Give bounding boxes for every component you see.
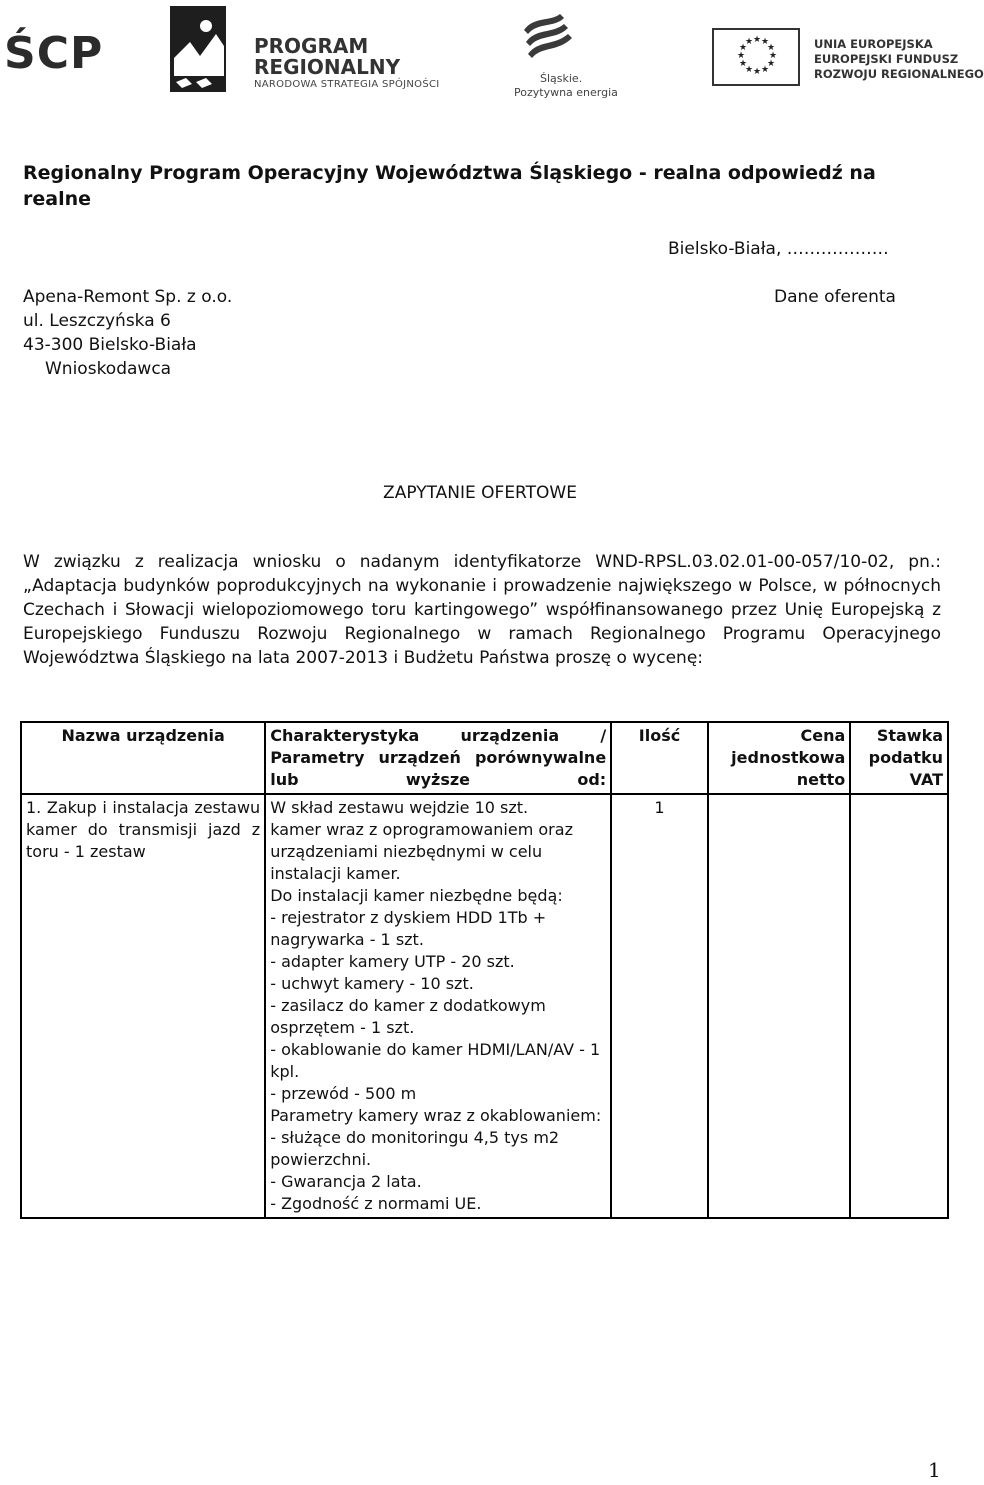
item-quantity-cell: 1 (611, 794, 708, 1218)
characteristic-line: - uchwyt kamery - 10 szt. (270, 974, 474, 993)
applicant-role: Wnioskodawca (45, 359, 172, 379)
header-quantity: Ilość (611, 722, 708, 794)
applicant-city: 43-300 Bielsko-Biała (23, 335, 197, 355)
characteristic-line: powierzchni. (270, 1150, 372, 1169)
eu-line-3: ROZWOJU REGIONALNEGO (814, 67, 984, 81)
characteristic-line: Do instalacji kamer niezbędne będą: (270, 886, 563, 905)
svg-text:★: ★ (753, 35, 762, 45)
characteristic-line: - służące do monitoringu 4,5 tys m2 (270, 1128, 560, 1147)
characteristic-line: - przewód - 500 m (270, 1084, 417, 1103)
characteristic-line: - zasilacz do kamer z dodatkowym osprzętem - 1 szt. (270, 996, 546, 1037)
table-header-row (21, 722, 948, 794)
svg-text:★: ★ (761, 65, 770, 75)
svg-text:★: ★ (739, 43, 748, 53)
characteristic-line: - adapter kamery UTP - 20 szt. (270, 952, 515, 971)
program-regionalny-emblem-icon (170, 6, 234, 92)
item-characteristics-cell (265, 794, 611, 1218)
applicant-name: Apena-Remont Sp. z o.o. (23, 287, 233, 307)
eu-logo (712, 28, 984, 88)
header-unit-price: Cena jednostkowa netto (708, 722, 850, 794)
scp-logo (4, 28, 114, 88)
header-vat: Stawka podatku VAT (850, 722, 948, 794)
item-vat-cell (850, 794, 948, 1218)
offer-table (20, 721, 949, 1219)
regionalny-text: REGIONALNY (254, 55, 401, 79)
slogan-text: Pozytywna energia (514, 86, 618, 99)
svg-text:★: ★ (769, 51, 778, 61)
header-characteristics: Charakterystyka urządzenia / Parametry urządzeń porównywalne lub wyższe od: (265, 722, 611, 794)
intro-paragraph: W związku z realizacja wniosku o nadanym identyfikatorze WND-RPSL.03.02.01-00-057/10-02, pn.: „Adaptacja budynków poprodukcyjnych na wykonanie i prowadzenie największego w Polsce, w północnych Czechach i Słowacji wielopoziomowego toru kartingowego” współfinansowanego przez Unię Europejską z Europejskiego Funduszu Rozwoju Regionalnego w ramach Regionalnego Programu Operacyjnego Województwa Śląskiego na lata 2007-2013 i Budżetu Państwa proszę o wycenę: (23, 552, 941, 668)
characteristic-line: - Gwarancja 2 lata. (270, 1172, 422, 1191)
slaskie-text: Śląskie. (540, 72, 583, 85)
characteristic-line: kamer wraz z oprogramowaniem oraz urządzeniami niezbędnymi w celu instalacji kamer. (270, 820, 573, 883)
page-number: 1 (928, 1458, 941, 1482)
characteristic-line: W skład zestawu wejdzie 10 szt. (270, 798, 529, 817)
eu-flag-icon (712, 28, 800, 86)
characteristic-line: - rejestrator z dyskiem HDD 1Tb + nagrywarka - 1 szt. (270, 908, 547, 949)
characteristic-line: Parametry kamery wraz z okablowaniem: (270, 1106, 602, 1125)
item-name-cell: 1. Zakup i instalacja zestawu kamer do transmisji jazd z toru - 1 zestaw (21, 794, 265, 1218)
document-title: Regionalny Program Operacyjny Województwa Śląskiego - realna odpowiedź na realne (23, 162, 876, 210)
svg-text:★: ★ (745, 37, 754, 47)
characteristic-line: - okablowanie do kamer HDMI/LAN/AV - 1 kpl. (270, 1040, 601, 1081)
item-unit-price-cell (708, 794, 850, 1218)
svg-text:★: ★ (753, 67, 762, 77)
table-row (21, 794, 948, 1218)
place-date: Bielsko-Biała, ……………… (668, 239, 889, 259)
program-text: PROGRAM (254, 34, 369, 58)
slaskie-waves-icon (520, 12, 576, 64)
eu-line-1: UNIA EUROPEJSKA (814, 37, 933, 51)
offeror-label: Dane oferenta (774, 287, 896, 307)
svg-text:★: ★ (767, 59, 776, 69)
program-regionalny-logo (170, 6, 440, 92)
header-name: Nazwa urządzenia (21, 722, 265, 794)
svg-text:★: ★ (737, 51, 746, 61)
svg-text:★: ★ (761, 37, 770, 47)
strategy-text: NARODOWA STRATEGIA SPÓJNOŚCI (254, 79, 440, 90)
svg-text:★: ★ (745, 65, 754, 75)
characteristic-line: - Zgodność z normami UE. (270, 1194, 482, 1213)
slaskie-logo (510, 12, 630, 99)
applicant-street: ul. Leszczyńska 6 (23, 311, 171, 331)
scp-logo-text: ŚCP (4, 28, 104, 79)
svg-text:★: ★ (767, 43, 776, 53)
inquiry-heading: ZAPYTANIE OFERTOWE (383, 483, 577, 503)
svg-text:★: ★ (739, 59, 748, 69)
logo-strip (0, 0, 984, 100)
eu-line-2: EUROPEJSKI FUNDUSZ (814, 52, 959, 66)
